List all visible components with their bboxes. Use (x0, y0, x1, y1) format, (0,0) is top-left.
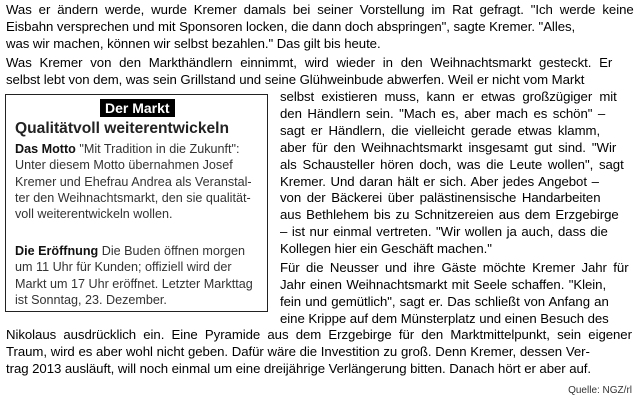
opening-text-line: Markt um 17 Uhr eröffnet. Letzter Markttag (15, 276, 253, 291)
text-line: Für die Neusser und ihre Gäste möchte Kremer Jahr für (280, 260, 629, 275)
paragraph-2-head (6, 55, 612, 89)
opening-label: Die Eröffnung (15, 244, 99, 258)
motto-text-line: ter den Weihnachtsmarkt, den sie qualität- (15, 190, 251, 205)
text-line: selbst lebt von dem, was sein Grillstand und seine Glühweinbude abwerfen. Weil er nicht vom Markt (6, 71, 585, 87)
info-box (5, 94, 268, 312)
text-line: selbst existieren muss, kann er etwas großzügiger mit (280, 89, 617, 104)
text-line: – ist nur einmal vertreten. "Wir wollen ja auch, dass die (280, 224, 608, 240)
text-line: Nikolaus ausdrücklich ein. Eine Pyramide aus dem Erzgebirge für den Marktmittelpunkt, sein eigener (6, 327, 632, 342)
text-line: eine Krippe auf dem Münsterplatz und einen Besuch des (280, 310, 609, 326)
opening-text-line: Die Buden öffnen morgen (98, 244, 246, 258)
text-line: Kollegen hier ein Geschäft machen." (280, 241, 492, 257)
source-credit: Quelle: NGZ/rl (568, 385, 632, 396)
text-line: Traum, wird es aber wohl nicht geben. Dafür wäre die Investition zu groß. Denn Kremer, dessen Ver- (6, 343, 590, 359)
text-line: aus Bethlehem bis zu Schnitzereien aus dem Erzgebirge (280, 207, 619, 223)
motto-text-line: "Mit Tradition in die Zukunft": (75, 142, 240, 156)
text-line: trag 2013 ausläuft, will noch einmal um eine dreijährige Verlängerung bitten. Danach hört er aber auf. (6, 360, 592, 376)
paragraph-3-tail (6, 327, 632, 378)
paragraph-2-body (280, 89, 624, 258)
opening-section (15, 243, 253, 308)
opening-text-line: um 11 Uhr für Kunden; offiziell wird der (15, 260, 232, 275)
text-line: den Händlern sein. "Mach es, aber mach es schön" – (280, 105, 606, 121)
text-line: sagt er Händlern, die vielleicht gerade etwas klamm, (280, 122, 601, 138)
motto-text-line: voll weiterentwickeln wollen. (15, 207, 173, 222)
text-line: fein und gemütlich", sagt er. Das schließt von Anfang an (280, 293, 609, 309)
paragraph-3-head (280, 260, 629, 328)
motto-text-line: Kremer und Ehefrau Andrea als Veranstal- (15, 174, 252, 189)
motto-text-line: Unter diesem Motto übernahmen Josef (15, 158, 233, 173)
motto-section (15, 141, 252, 222)
text-line: Jahr einen Weihnachtsmarkt mit Seele schaffen. "Klein, (280, 276, 607, 292)
motto-label: Das Motto (15, 142, 76, 156)
box-header: Der Markt (100, 99, 175, 117)
opening-text-line: ist Sonntag, 23. Dezember. (15, 292, 167, 307)
text-line: Kremer. Und daran hält er sich. Aber jedes Angebot – (280, 173, 599, 189)
box-title: Qualitätvoll weiterentwickeln (15, 120, 230, 137)
text-line: Was Kremer von den Markthändlern einnimmt, wird wieder in den Weihnachtsmarkt gesteckt. Er (6, 55, 613, 70)
intro-paragraph (6, 2, 634, 53)
text-line: von der Bäckerei über palästinensische Handarbeiten (280, 190, 601, 206)
text-line: was wir machen, können wir selbst bezahlen." Das gilt bis heute. (6, 35, 381, 51)
text-line: aber für den Weihnachtsmarkt insgesamt gut sind. "Wir (280, 139, 617, 155)
text-line: Was er ändern werde, wurde Kremer damals bei seiner Vorstellung im Rat gefragt. "Ich werde keine (6, 2, 634, 17)
text-line: Eisbahn versprechen und mit Sponsoren locken, die dann doch abspringen", sagte Kremer. "Alles, (6, 18, 576, 34)
text-line: als Schausteller hören doch, was die Leute wollen", sagt (280, 156, 624, 172)
